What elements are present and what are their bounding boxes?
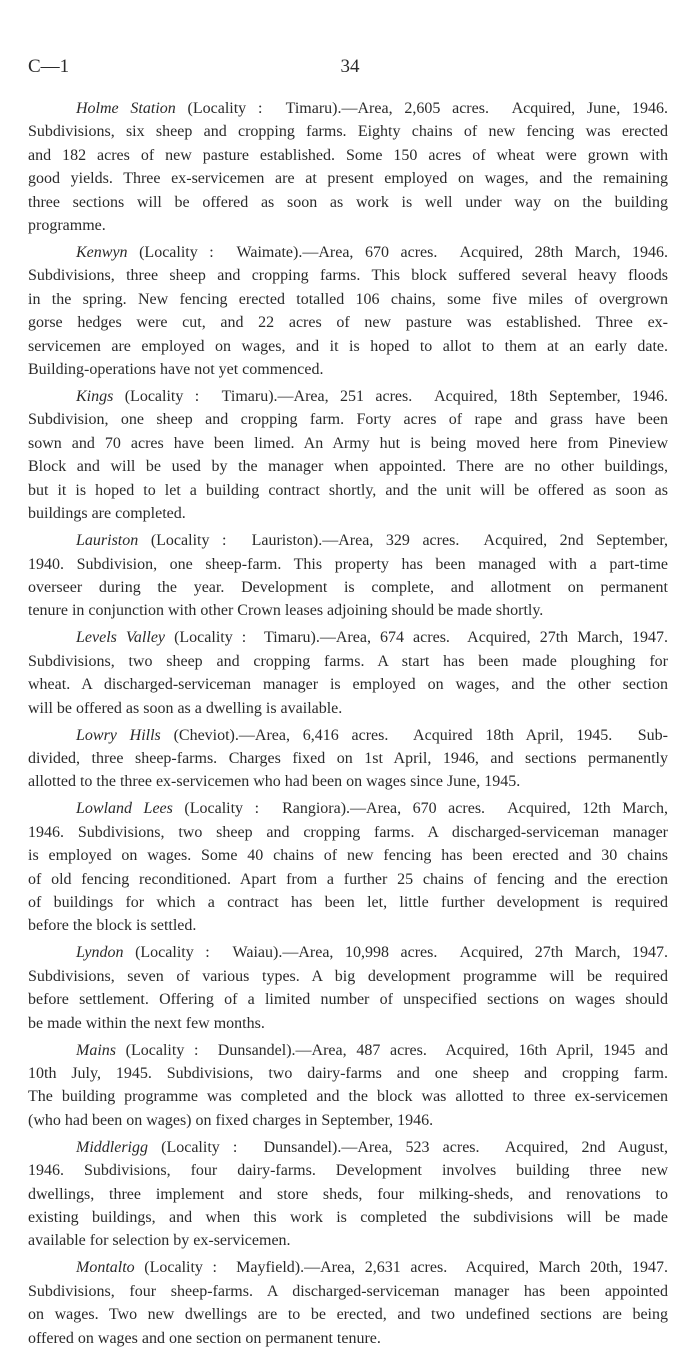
text-line: offered on wages and one section on permanent tenure. [28,1329,381,1347]
property-name: Lowry Hills [76,726,161,744]
text-line: and 182 acres of new pasture established. Some 150 acres of wheat were grown with [28,146,668,164]
text-line [28,1039,668,1062]
document-body [28,97,668,1354]
paragraph-kings [28,385,668,525]
paragraph-lyndon [28,941,668,1035]
text-line [28,724,668,747]
property-name: Mains [76,1041,116,1059]
text-line: dwellings, three implement and store sheds, four milking-sheds, and renovations to [28,1185,668,1203]
text-line: available for selection by ex-servicemen. [28,1232,291,1250]
text-line [28,385,668,408]
text-line [28,97,668,120]
text-line: be made within the next few months. [28,1014,265,1032]
paragraph-text: (Locality : Timaru).—Area, 2,605 acres. Acquired, June, 1946. [175,100,668,117]
text-line: Subdivision, one sheep and cropping farm. Forty acres of rape and grass have been [28,411,668,429]
text-line: 1946. Subdivisions, four dairy-farms. Development involves building three new [28,1162,668,1180]
property-name: Middlerigg [76,1138,148,1156]
paragraph-text: (Locality : Waimate).—Area, 670 acres. Acquired, 28th March, 1946. [127,244,668,262]
property-name: Levels Valley [76,629,166,647]
text-line: gorse hedges were cut, and 22 acres of new pasture was established. Three ex- [28,314,668,332]
paragraph-text: (Locality : Lauriston).—Area, 329 acres. Acquired, 2nd September, [138,532,668,550]
text-line: Block and will be used by the manager when appointed. There are no other buildings, [28,458,668,476]
paragraph-text: (Locality : Dunsandel).—Area, 523 acres. Acquired, 2nd August, [148,1138,668,1156]
text-line [28,1256,668,1279]
paragraph-text: (Locality : Waiau).—Area, 10,998 acres. Acquired, 27th March, 1947. [123,944,668,962]
paragraph-text: (Locality : Rangiora).—Area, 670 acres. Acquired, 12th March, [172,800,669,818]
paragraph-montalto [28,1256,668,1350]
text-line: sown and 70 acres have been limed. An Army hut is being moved here from Pineview [28,434,668,452]
text-line [28,529,668,552]
paragraph-levels-valley [28,626,668,720]
text-line: tenure in conjunction with other Crown leases adjoining should be made shortly. [28,602,544,620]
property-name: Kings [76,388,114,406]
property-name: Lowland Lees [76,800,173,818]
text-line: (who had been on wages) on fixed charges in September, 1946. [28,1111,434,1129]
text-line: 1946. Subdivisions, two sheep and cropping farms. A discharged-serviceman manager [28,823,668,841]
text-line: Subdivisions, six sheep and cropping farms. Eighty chains of new fencing was erected [28,123,668,141]
text-line [28,1136,668,1159]
text-line: is employed on wages. Some 40 chains of new fencing has been erected and 30 chains [28,847,668,865]
text-line: programme. [28,217,106,235]
text-line: 10th July, 1945. Subdivisions, two dairy-farms and one sheep and cropping farm. [28,1065,668,1082]
property-name: Kenwyn [76,244,128,262]
text-line: servicemen are employed on wages, and it is hoped to allot to them at an early date. [28,337,668,355]
text-line: Subdivisions, three sheep and cropping farms. This block suffered several heavy floods [28,267,668,285]
text-line: overseer during the year. Development is complete, and allotment on permanent [28,578,668,596]
text-line: Building-operations have not yet commenced. [28,361,324,379]
text-line: wheat. A discharged-serviceman manager is employed on wages, and the other section [28,676,668,694]
text-line: 1940. Subdivision, one sheep-farm. This property has been managed with a part-time [28,555,668,573]
paragraph-holme-station [28,97,668,237]
text-line: allotted to the three ex-servicemen who had been on wages since June, 1945. [28,773,521,791]
text-line: The building programme was completed and the block was allotted to three ex-servicemen [28,1088,668,1106]
text-line: of old fencing reconditioned. Apart from a further 25 chains of fencing and the erection [28,870,668,888]
text-line: will be offered as soon as a dwelling is available. [28,699,343,717]
text-line: before settlement. Offering of a limited number of unspecified sections on wages should [28,991,668,1009]
text-line: existing buildings, and when this work is completed the subdivisions will be made [28,1209,668,1227]
text-line: Subdivisions, two sheep and cropping farms. A start has been made ploughing for [28,652,668,670]
paragraph-text: (Locality : Timaru).—Area, 251 acres. Acquired, 18th September, 1946. [113,388,668,406]
paragraph-kenwyn [28,241,668,381]
paragraph-lauriston [28,529,668,623]
paragraph-middlerigg [28,1136,668,1253]
paragraph-lowry-hills [28,724,668,794]
property-name: Montalto [76,1259,135,1277]
text-line: divided, three sheep-farms. Charges fixed on 1st April, 1946, and sections permanently [28,749,668,767]
paragraph-text: (Cheviot).—Area, 6,416 acres. Acquired 18th April, 1945. Sub- [160,726,669,744]
paragraph-text: (Locality : Dunsandel).—Area, 487 acres. Acquired, 16th April, 1945 and [116,1041,668,1059]
text-line: good yields. Three ex-servicemen are at present employed on wages, and the remaining [28,170,668,188]
paragraph-mains [28,1039,668,1133]
text-line [28,941,668,964]
paragraph-text: (Locality : Timaru).—Area, 674 acres. Acquired, 27th March, 1947. [165,629,669,647]
property-name: Lauriston [76,532,139,550]
text-line [28,626,668,649]
text-line: three sections will be offered as soon as work is well under way on the building [28,193,668,211]
document-code: C—1 [28,56,70,77]
text-line: on wages. Two new dwellings are to be erected, and two undefined sections are being [28,1306,668,1324]
page-number: 34 [340,56,360,77]
text-line: buildings are completed. [28,505,186,523]
text-line: Subdivisions, seven of various types. A big development programme will be required [28,967,668,985]
paragraph-text: (Locality : Mayfield).—Area, 2,631 acres. Acquired, March 20th, 1947. [134,1259,668,1277]
text-line [28,797,668,820]
text-line: in the spring. New fencing erected totalled 106 chains, some five miles of overgrown [28,290,668,308]
text-line: Subdivisions, four sheep-farms. A discharged-serviceman manager has been appointed [28,1282,668,1300]
text-line [28,241,668,264]
property-name: Lyndon [76,944,124,962]
paragraph-lowland-lees [28,797,668,937]
text-line: but it is hoped to let a building contract shortly, and the unit will be offered as soon as [28,481,668,499]
property-name: Holme Station [76,100,176,117]
text-line: before the block is settled. [28,917,197,935]
text-line: of buildings for which a contract has been let, little further development is required [28,893,668,911]
